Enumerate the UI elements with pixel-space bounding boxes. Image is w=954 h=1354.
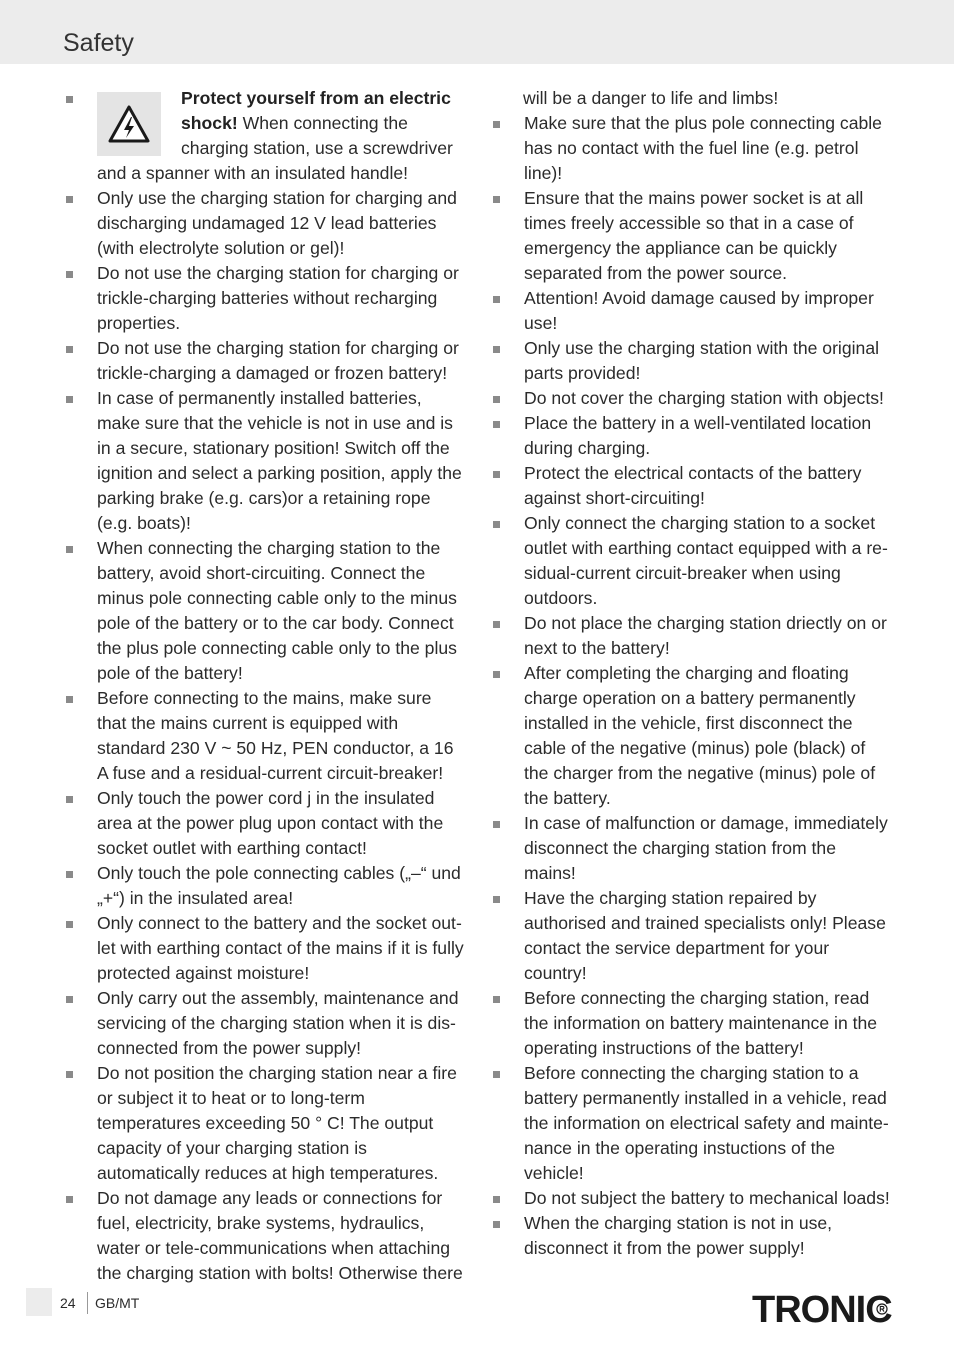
- list-item: [490, 386, 892, 411]
- bullet-icon: [493, 396, 500, 403]
- brand-logo: TRONIC: [752, 1289, 892, 1331]
- bullet-icon: [66, 346, 73, 353]
- list-item-text: After completing the charging and floating charge operation on a battery permanently installed in the vehicle, first disconnect the cable of the negative (minus) pole (black) of the charger from the negative (minus) pole of the battery.: [524, 663, 876, 808]
- list-item: [490, 461, 892, 511]
- list-item: [490, 1211, 892, 1261]
- bullet-icon: [493, 996, 500, 1003]
- bullet-icon: [493, 296, 500, 303]
- bullet-icon: [493, 1221, 500, 1228]
- bullet-icon: [66, 546, 73, 553]
- bullet-icon: [66, 1196, 73, 1203]
- list-item: [63, 1061, 465, 1186]
- list-item: [490, 336, 892, 386]
- list-item-text: Protect the electrical contacts of the battery against short-circuiting!: [524, 463, 862, 508]
- list-item-text: When connecting the charging station to the battery, avoid short-circuiting. Connect the minus pole connecting cable only to the minus pole of the battery or to the car body. Connect the plus pole connecting cable only to the plus pole of the battery!: [97, 538, 457, 683]
- list-item: [63, 386, 465, 536]
- list-item-text: Only connect to the battery and the socket outlet with earthing contact of the mains if it is fully protected against moisture!: [97, 913, 464, 983]
- footer-divider: [87, 1292, 88, 1314]
- bullet-icon: [66, 796, 73, 803]
- list-item: [490, 986, 892, 1061]
- list-item: [490, 1186, 892, 1211]
- list-item-text: Do not place the charging station driectly on or next to the battery!: [524, 613, 887, 658]
- list-item: [63, 1186, 465, 1286]
- list-item: [490, 811, 892, 886]
- bullet-icon: [493, 196, 500, 203]
- list-item-text: Only touch the power cord j in the insulated area at the power plug upon contact with the socket outlet with earthing contact!: [97, 788, 444, 858]
- list-item: [63, 911, 465, 986]
- list-item-text: In case of permanently installed batteries, make sure that the vehicle is not in use and is in a secure, stationary position! Switch off the ignition and select a parking position, apply the parking brake (e.g. cars)or a retaining rope (e.g. boats)!: [97, 388, 462, 533]
- bullet-icon: [493, 821, 500, 828]
- list-item: [63, 186, 465, 261]
- electric-hazard-warning-icon: [97, 92, 161, 156]
- warning-text: When connecting the charging station, use a screwdriver and a spanner with an insulated handle!: [97, 113, 453, 183]
- list-item: [63, 336, 465, 386]
- bullet-icon: [66, 871, 73, 878]
- safety-list-right: [490, 86, 892, 1261]
- bullet-icon: [66, 696, 73, 703]
- bullet-icon: [493, 621, 500, 628]
- list-item-text: Only touch the pole connecting cables („–“ und „+“) in the insulated area!: [97, 863, 461, 908]
- list-item-text: Before connecting the charging station, read the information on battery maintenance in the operating instructions of the battery!: [524, 988, 878, 1058]
- bullet-icon: [66, 1071, 73, 1078]
- list-item-text: Do not cover the charging station with objects!: [524, 388, 884, 408]
- page-header: [0, 0, 954, 64]
- list-item-text: Only use the charging station for charging and discharging undamaged 12 V lead batteries (with electrolyte solution or gel)!: [97, 188, 457, 258]
- page-number: 24: [60, 1295, 76, 1311]
- list-item-continuation: [490, 86, 892, 111]
- list-item: [63, 686, 465, 786]
- bullet-icon: [493, 421, 500, 428]
- bullet-icon: [493, 896, 500, 903]
- bullet-icon: [493, 471, 500, 478]
- page-title: Safety: [63, 29, 134, 57]
- left-column: [63, 86, 465, 1286]
- list-item-text: Do not subject the battery to mechanical loads!: [524, 1188, 890, 1208]
- bullet-icon: [66, 271, 73, 278]
- list-item: [490, 886, 892, 986]
- list-item: [63, 861, 465, 911]
- list-item: [490, 186, 892, 286]
- list-item: [490, 661, 892, 811]
- list-item-text: Do not use the charging station for charging or trickle-charging a damaged or frozen battery!: [97, 338, 459, 383]
- list-item: [490, 1061, 892, 1186]
- list-item-text: Do not position the charging station near a fire or subject it to heat or to long-term temperatures exceeding 50 ° C! The output capacity of your charging station is automatically reduces at high temperatures.: [97, 1063, 457, 1183]
- list-item-text: will be a danger to life and limbs!: [523, 88, 779, 108]
- bullet-icon: [493, 671, 500, 678]
- bullet-icon: [493, 346, 500, 353]
- list-item: [63, 261, 465, 336]
- list-item-text: Make sure that the plus pole connecting cable has no contact with the fuel line (e.g. petrol line)!: [524, 113, 882, 183]
- list-item-text: When the charging station is not in use, disconnect it from the power supply!: [524, 1213, 833, 1258]
- list-item: [63, 786, 465, 861]
- footer-marker: [26, 1288, 52, 1316]
- list-item: [490, 411, 892, 461]
- list-item-text: Before connecting to the mains, make sure that the mains current is equipped with standard 230 V ~ 50 Hz, PEN conductor, a 16 A fuse and a residual-current circuit-breaker!: [97, 688, 454, 783]
- bullet-icon: [66, 196, 73, 203]
- list-item-text: Only use the charging station with the original parts provided!: [524, 338, 880, 383]
- list-item-text: Ensure that the mains power socket is at all times freely accessible so that in a case of emergency the appliance can be quickly separated from the power source.: [524, 188, 864, 283]
- list-item-text: Have the charging station repaired by authorised and trained specialists only! Please contact the service department for your country!: [524, 888, 886, 983]
- list-item-text: In case of malfunction or damage, immediately disconnect the charging station from the mains!: [524, 813, 888, 883]
- bullet-icon: [493, 521, 500, 528]
- list-item: [490, 511, 892, 611]
- bullet-icon: [66, 396, 73, 403]
- bullet-icon: [66, 96, 73, 103]
- list-item-text: Before connecting the charging station to a battery permanently installed in a vehicle, read the information on electrical safety and maintenance in the operating instuctions of the vehicle!: [524, 1063, 889, 1183]
- warning-heading: Protect yourself from an electric shock!: [181, 88, 451, 133]
- list-item-text: Only connect the charging station to a socket outlet with earthing contact equipped with a residual-current circuit-breaker when using outdoors.: [524, 513, 888, 608]
- list-item: [490, 111, 892, 186]
- safety-list-left: [63, 86, 465, 1286]
- bullet-icon: [493, 1196, 500, 1203]
- list-item: [490, 611, 892, 661]
- list-item-text: Place the battery in a well-ventilated location during charging.: [524, 413, 872, 458]
- list-item: [63, 986, 465, 1061]
- list-item-text: Do not damage any leads or connections for fuel, electricity, brake systems, hydraulics, water or tele-communications when attaching the charging station with bolts! Otherwise there: [97, 1188, 463, 1283]
- bullet-icon: [493, 121, 500, 128]
- right-column: [490, 86, 892, 1261]
- bullet-icon: [493, 1071, 500, 1078]
- list-item: [63, 86, 465, 186]
- bullet-icon: [66, 996, 73, 1003]
- list-item: [63, 536, 465, 686]
- list-item-text: Only carry out the assembly, maintenance and servicing of the charging station when it is disconnected from the power supply!: [97, 988, 459, 1058]
- list-item-text: Do not use the charging station for charging or trickle-charging batteries without recharging properties.: [97, 263, 459, 333]
- list-item: [490, 286, 892, 336]
- language-code: GB/MT: [95, 1295, 140, 1311]
- registered-mark-icon: [876, 1303, 888, 1315]
- bullet-icon: [66, 921, 73, 928]
- list-item-text: Attention! Avoid damage caused by improper use!: [524, 288, 874, 333]
